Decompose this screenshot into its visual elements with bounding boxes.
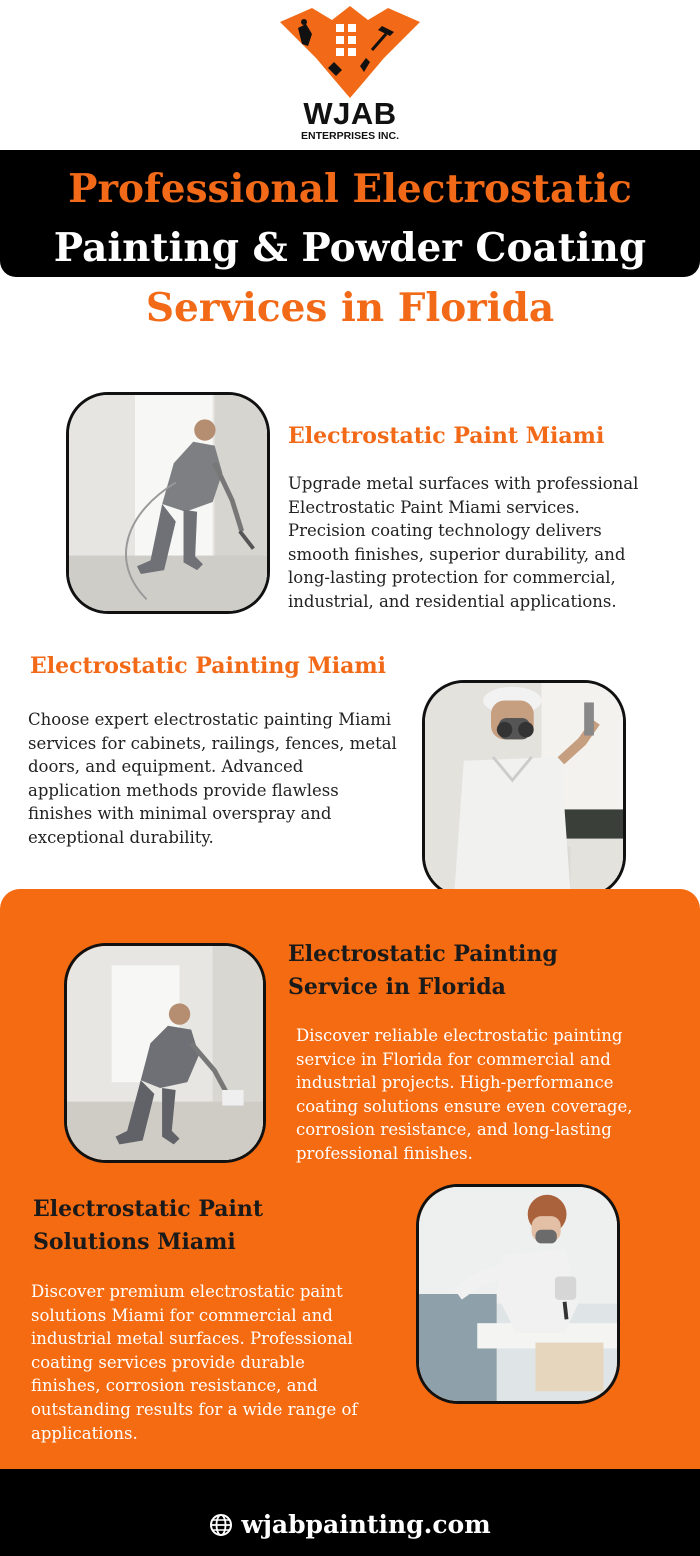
section-2-heading: Electrostatic Painting Miami — [30, 653, 387, 679]
website-link[interactable] — [0, 1510, 700, 1539]
section-2-body: Choose expert electrostatic painting Miami services for cabinets, railings, fences, metal doors, and equipment. Advanced application methods provide flawless finishes with minimal overspray and exceptional durability. — [28, 710, 397, 847]
section-4-body: Discover premium electrostatic paint solutions Miami for commercial and industrial metal surfaces. Professional coating services provide durable finishes, corrosion resistance, and outstanding results for a wide range of applications. — [31, 1282, 358, 1443]
website-url[interactable]: wjabpainting.com — [241, 1510, 491, 1539]
section-1-heading: Electrostatic Paint Miami — [288, 423, 605, 449]
logo-house-mark — [272, 6, 428, 102]
section-3-heading: Electrostatic Painting Service in Florida — [288, 941, 558, 1000]
section-4-heading: Electrostatic Paint Solutions Miami — [33, 1196, 264, 1255]
section-3-body: Discover reliable electrostatic painting service in Florida for commercial and industrial projects. High-performance coating solutions ensure even coverage, corrosion resistance, and long-lasting professional finishes. — [296, 1026, 633, 1163]
page-title-line-1: Professional Electrostatic — [68, 166, 632, 212]
globe-icon — [209, 1513, 233, 1537]
worker-spraying-wall-photo — [66, 392, 270, 614]
worker-with-respirator-photo — [422, 680, 626, 898]
page-title-line-3: Services in Florida — [145, 285, 555, 331]
worker-spraying-wall-photo-2 — [64, 943, 266, 1163]
section-1-body: Upgrade metal surfaces with professional Electrostatic Paint Miami services. Precision coating technology delivers smooth finishes, superior durability, and long-lasting protection for commercial, industrial, and residential applications. — [288, 474, 639, 611]
company-logo — [272, 6, 428, 146]
logo-name: WJAB — [303, 96, 397, 131]
logo-subtitle: ENTERPRISES INC. — [300, 130, 400, 142]
page-title-line-2: Painting & Powder Coating — [53, 225, 647, 271]
woman-spray-painting-photo — [416, 1184, 620, 1404]
